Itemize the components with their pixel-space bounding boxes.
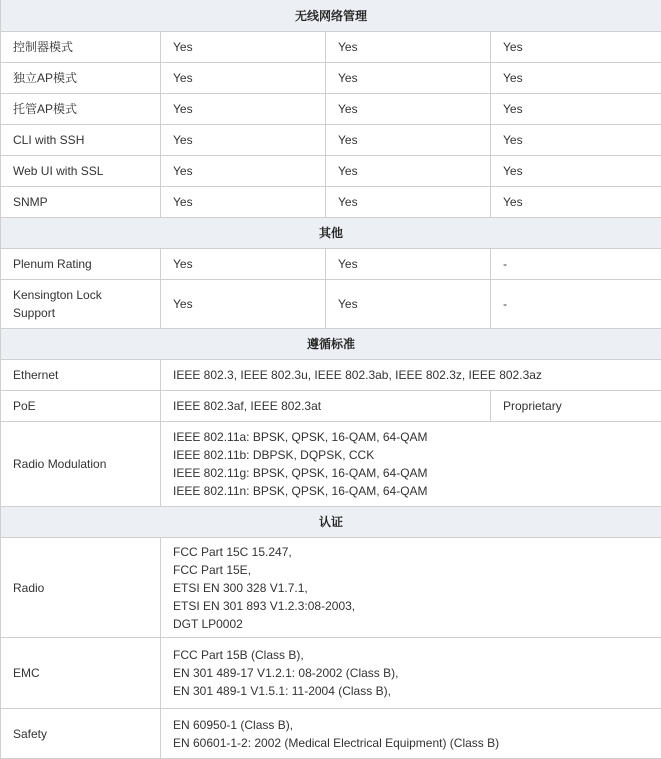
row-label: 控制器模式 xyxy=(1,32,161,63)
value-line: DGT LP0002 xyxy=(173,615,661,633)
table-row xyxy=(1,280,661,329)
cell-value: Yes xyxy=(491,125,661,156)
value-line: FCC Part 15C 15.247, xyxy=(173,543,661,561)
row-label: 托管AP模式 xyxy=(1,94,161,125)
table-row xyxy=(1,32,661,63)
cell-value: Yes xyxy=(161,280,326,329)
cell-value: Yes xyxy=(326,187,491,218)
value-line: FCC Part 15E, xyxy=(173,561,661,579)
value-line: ETSI EN 300 328 V1.7.1, xyxy=(173,579,661,597)
row-label xyxy=(1,280,161,329)
section-title-certification: 认证 xyxy=(1,507,661,538)
value-line: EN 60950-1 (Class B), xyxy=(173,716,661,734)
row-label: Radio xyxy=(1,538,161,638)
row-label: PoE xyxy=(1,391,161,422)
cell-value: IEEE 802.3af, IEEE 802.3at xyxy=(161,391,491,422)
cell-value: Yes xyxy=(161,156,326,187)
value-line: IEEE 802.11n: BPSK, QPSK, 16-QAM, 64-QAM xyxy=(173,482,661,500)
section-title-wireless-management: 无线网络管理 xyxy=(1,0,661,32)
row-label: SNMP xyxy=(1,187,161,218)
cell-value: Yes xyxy=(326,280,491,329)
table-row xyxy=(1,709,661,759)
cell-value: Yes xyxy=(161,63,326,94)
section-header-row xyxy=(1,329,661,360)
section-header-row xyxy=(1,507,661,538)
cell-value: Yes xyxy=(161,32,326,63)
row-label: Radio Modulation xyxy=(1,422,161,507)
cell-value: IEEE 802.3, IEEE 802.3u, IEEE 802.3ab, IEEE 802.3z, IEEE 802.3az xyxy=(161,360,661,391)
value-line: IEEE 802.11a: BPSK, QPSK, 16-QAM, 64-QAM xyxy=(173,428,661,446)
cell-value xyxy=(161,538,661,638)
table-row xyxy=(1,360,661,391)
table-row xyxy=(1,94,661,125)
cell-value: Yes xyxy=(491,156,661,187)
cell-value: - xyxy=(491,280,661,329)
value-line: IEEE 802.11g: BPSK, QPSK, 16-QAM, 64-QAM xyxy=(173,464,661,482)
section-title-standards: 遵循标准 xyxy=(1,329,661,360)
table-row xyxy=(1,638,661,709)
row-label-line: Support xyxy=(13,304,160,322)
table-row xyxy=(1,391,661,422)
cell-value xyxy=(161,638,661,709)
cell-value: Yes xyxy=(161,94,326,125)
table-row xyxy=(1,63,661,94)
cell-value: Yes xyxy=(161,125,326,156)
cell-value: Yes xyxy=(326,94,491,125)
value-line: ETSI EN 301 893 V1.2.3:08-2003, xyxy=(173,597,661,615)
cell-value: Yes xyxy=(326,249,491,280)
row-label: Web UI with SSL xyxy=(1,156,161,187)
cell-value: Yes xyxy=(161,187,326,218)
cell-value: Yes xyxy=(326,63,491,94)
table-row xyxy=(1,538,661,638)
cell-value: Yes xyxy=(491,187,661,218)
cell-value: - xyxy=(491,249,661,280)
value-line: IEEE 802.11b: DBPSK, DQPSK, CCK xyxy=(173,446,661,464)
row-label-line: Kensington Lock xyxy=(13,286,160,304)
row-label: CLI with SSH xyxy=(1,125,161,156)
cell-value: Yes xyxy=(491,32,661,63)
cell-value: Yes xyxy=(326,32,491,63)
table-row xyxy=(1,249,661,280)
cell-value: Yes xyxy=(326,156,491,187)
cell-value xyxy=(161,422,661,507)
section-title-other: 其他 xyxy=(1,218,661,249)
table-row xyxy=(1,422,661,507)
section-header-row xyxy=(1,0,661,32)
table-row xyxy=(1,156,661,187)
table-row xyxy=(1,125,661,156)
table-row xyxy=(1,187,661,218)
cell-value: Yes xyxy=(326,125,491,156)
value-line: FCC Part 15B (Class B), xyxy=(173,646,661,664)
row-label: 独立AP模式 xyxy=(1,63,161,94)
row-label: Plenum Rating xyxy=(1,249,161,280)
cell-value: Yes xyxy=(491,63,661,94)
cell-value: Yes xyxy=(161,249,326,280)
value-line: EN 301 489-17 V1.2.1: 08-2002 (Class B), xyxy=(173,664,661,682)
row-label: EMC xyxy=(1,638,161,709)
row-label: Safety xyxy=(1,709,161,759)
value-line: EN 301 489-1 V1.5.1: 11-2004 (Class B), xyxy=(173,682,661,700)
cell-value xyxy=(161,709,661,759)
cell-value: Proprietary xyxy=(491,391,661,422)
value-line: EN 60601-1-2: 2002 (Medical Electrical Equipment) (Class B) xyxy=(173,734,661,752)
section-header-row xyxy=(1,218,661,249)
row-label: Ethernet xyxy=(1,360,161,391)
cell-value: Yes xyxy=(491,94,661,125)
